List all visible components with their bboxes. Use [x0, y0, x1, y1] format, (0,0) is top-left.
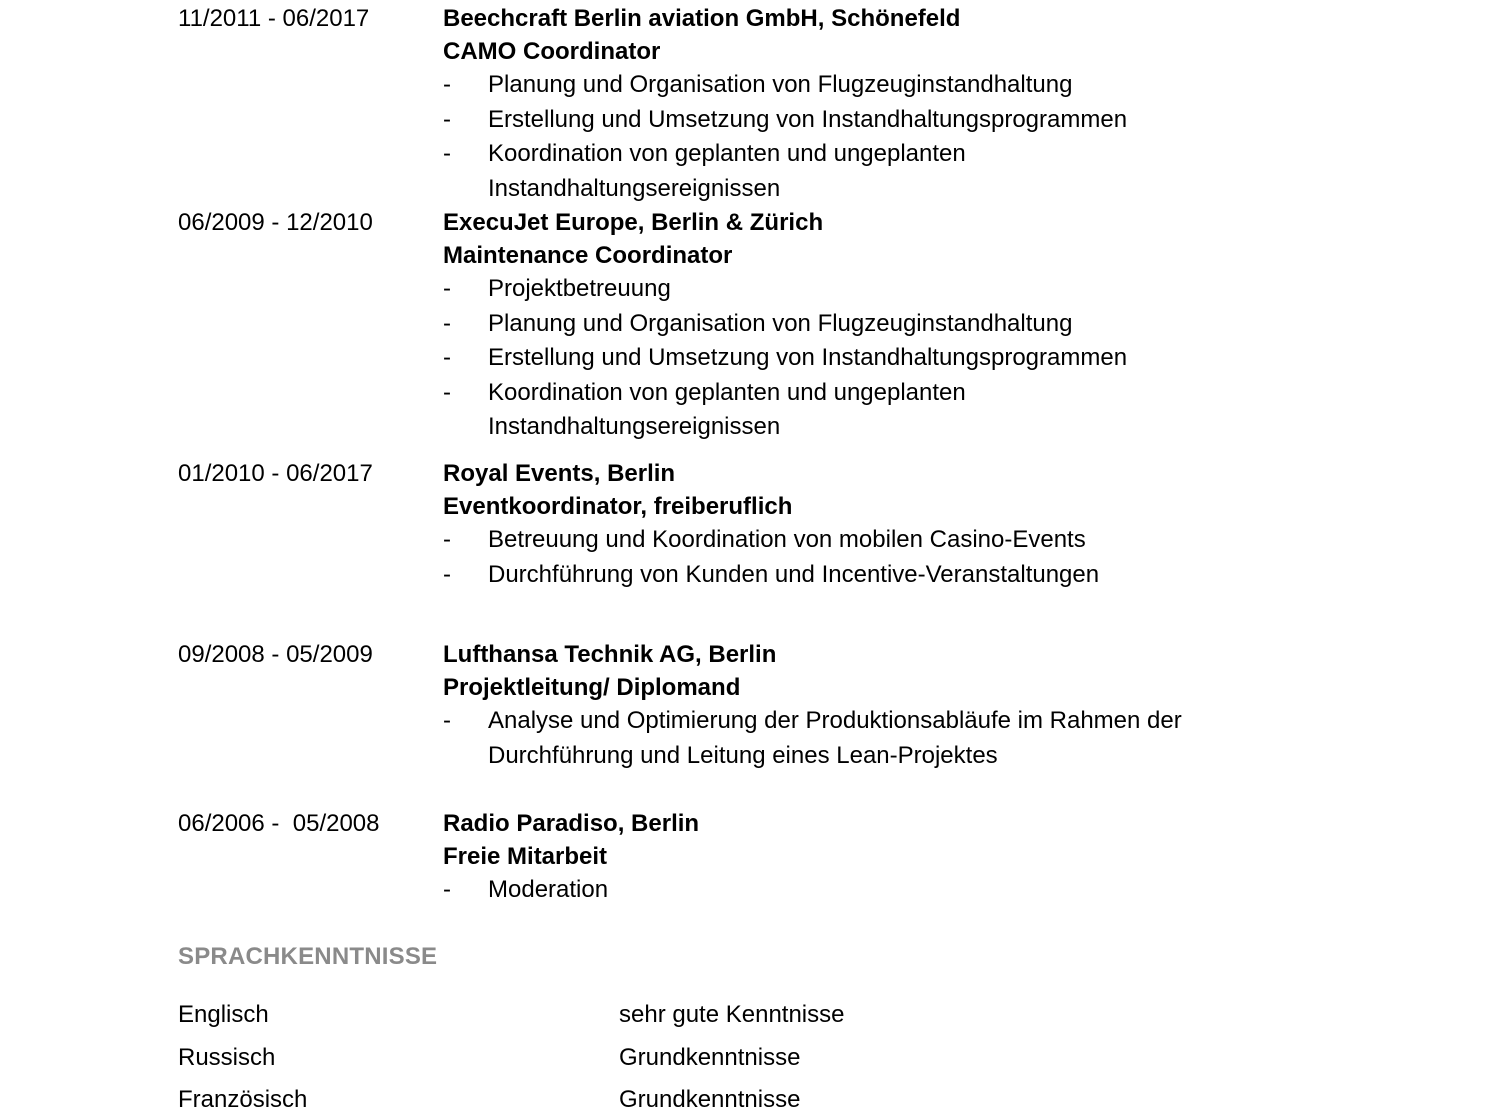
entry-company: Radio Paradiso, Berlin	[443, 810, 700, 837]
language-name: Französisch	[178, 1086, 308, 1113]
bullet-text: Moderation	[488, 876, 609, 903]
dash-marker: -	[443, 309, 451, 337]
list-item	[443, 137, 1443, 206]
entry-role: Projektleitung/ Diplomand	[443, 674, 741, 701]
language-row	[0, 1041, 1487, 1077]
list-item	[443, 376, 1443, 445]
entry-bullets	[443, 704, 1443, 773]
bullet-text: Planung und Organisation von Flugzeuginstandhaltung	[488, 71, 1073, 98]
entry-date: 06/2006 - 05/2008	[178, 810, 380, 837]
dash-marker: -	[443, 105, 451, 133]
list-item	[443, 523, 1443, 558]
entry-role: Freie Mitarbeit	[443, 843, 608, 870]
entry-content	[443, 638, 1443, 773]
list-item	[443, 68, 1443, 103]
entry-bullets	[443, 272, 1443, 445]
language-level: Grundkenntnisse	[619, 1086, 801, 1113]
list-item	[443, 341, 1443, 376]
dash-marker: -	[443, 707, 451, 734]
entry-date: 11/2011 - 06/2017	[178, 5, 370, 32]
entry-bullets	[443, 68, 1443, 206]
entry-content	[443, 457, 1443, 592]
list-item	[443, 272, 1443, 307]
dash-marker: -	[443, 526, 451, 553]
entry-company: Beechcraft Berlin aviation GmbH, Schönefeld	[443, 5, 961, 32]
dash-marker: -	[443, 344, 451, 371]
language-level: sehr gute Kenntnisse	[619, 1001, 845, 1028]
entry-date: 01/2010 - 06/2017	[178, 460, 373, 487]
entry-company: Lufthansa Technik AG, Berlin	[443, 641, 777, 668]
list-item	[443, 307, 1443, 342]
bullet-text: Koordination von geplanten und ungeplanten Instandhaltungsereignissen	[488, 140, 966, 202]
language-row	[0, 1083, 1487, 1119]
bullet-text: Erstellung und Umsetzung von Instandhaltungsprogrammen	[488, 105, 1128, 133]
bullet-text: Durchführung von Kunden und Incentive-Veranstaltungen	[488, 560, 1100, 588]
list-item	[443, 873, 1443, 908]
language-row	[0, 998, 1487, 1034]
entry-role: CAMO Coordinator	[443, 38, 661, 65]
entry-date: 06/2009 - 12/2010	[178, 209, 373, 236]
bullet-text: Projektbetreuung	[488, 275, 671, 302]
entry-content	[443, 807, 1443, 908]
language-name: Russisch	[178, 1044, 276, 1071]
dash-marker: -	[443, 71, 451, 98]
language-name: Englisch	[178, 1001, 269, 1028]
list-item	[443, 558, 1443, 593]
entry-role: Eventkoordinator, freiberuflich	[443, 493, 793, 520]
bullet-text: Betreuung und Koordination von mobilen Casino-Events	[488, 526, 1086, 553]
dash-marker: -	[443, 560, 451, 588]
entry-company: ExecuJet Europe, Berlin & Zürich	[443, 209, 824, 236]
entry-content	[443, 2, 1443, 206]
bullet-text: Analyse und Optimierung der Produktionsabläufe im Rahmen der Durchführung und Leitung eines Lean-Projektes	[488, 707, 1182, 769]
entry-bullets	[443, 523, 1443, 592]
entry-date: 09/2008 - 05/2009	[178, 641, 373, 668]
bullet-text: Koordination von geplanten und ungeplanten Instandhaltungsereignissen	[488, 378, 966, 440]
entry-content	[443, 206, 1443, 445]
dash-marker: -	[443, 275, 451, 302]
list-item	[443, 704, 1443, 773]
list-item	[443, 103, 1443, 138]
dash-marker: -	[443, 876, 451, 903]
entry-bullets	[443, 873, 1443, 908]
dash-marker: -	[443, 378, 451, 406]
dash-marker: -	[443, 140, 451, 167]
entry-company: Royal Events, Berlin	[443, 460, 676, 487]
bullet-text: Erstellung und Umsetzung von Instandhaltungsprogrammen	[488, 344, 1128, 371]
language-level: Grundkenntnisse	[619, 1044, 801, 1071]
entry-role: Maintenance Coordinator	[443, 242, 733, 269]
section-title-languages: SPRACHKENNTNISSE	[178, 943, 438, 970]
bullet-text: Planung und Organisation von Flugzeuginstandhaltung	[488, 309, 1073, 337]
